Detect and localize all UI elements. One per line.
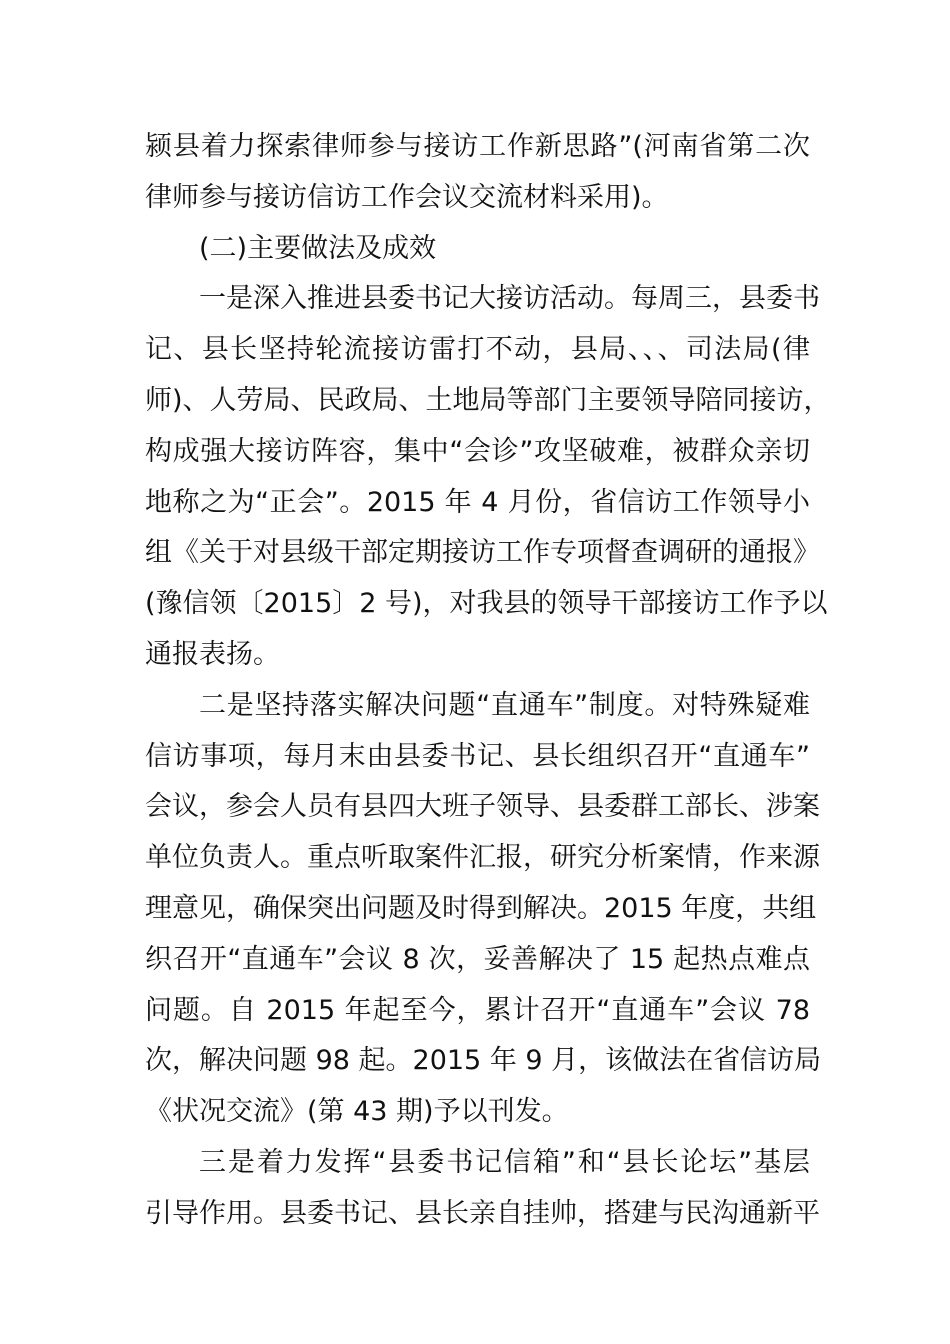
document-body: [145, 122, 831, 1240]
text-line: 记、县长坚持轮流接访雷打不动，县局、、、司法局(律: [145, 334, 810, 366]
text-line: 引导作用。县委书记、县长亲自挂帅，搭建与民沟通新平: [145, 1197, 820, 1229]
text-line: (豫信领〔2015〕2 号)，对我县的领导干部接访工作予以: [145, 588, 828, 620]
text-line: 地称之为“正会”。2015 年 4 月份，省信访工作领导小: [145, 486, 810, 518]
text-line: 理意见，确保突出问题及时得到解决。2015 年度，共组: [145, 892, 817, 924]
text-line: 律师参与接访信访工作会议交流材料采用)。: [145, 181, 669, 213]
text-line: 单位负责人。重点听取案件汇报，研究分析案情，作来源: [145, 842, 820, 874]
text-line: 颍县着力探索律师参与接访工作新思路”(河南省第二次: [145, 131, 810, 162]
section-heading: (二)主要做法及成效: [199, 232, 437, 264]
text-line: 组《关于对县级干部定期接访工作专项督查调研的通报》: [145, 537, 820, 569]
text-line: 构成强大接访阵容，集中“会诊”攻坚破难，被群众亲切: [145, 435, 810, 467]
text-line: 织召开“直通车”会议 8 次，妥善解决了 15 起热点难点: [145, 943, 810, 975]
text-line: 通报表扬。: [145, 638, 280, 670]
paragraph-first-line: 一是深入推进县委书记大接访活动。每周三，县委书: [199, 283, 820, 315]
text-line: 次，解决问题 98 起。2015 年 9 月，该做法在省信访局: [145, 1045, 822, 1077]
text-line: 问题。自 2015 年起至今，累计召开“直通车”会议 78: [145, 994, 810, 1026]
text-line: 会议，参会人员有县四大班子领导、县委群工部长、涉案: [145, 791, 820, 823]
text-line: 师)、人劳局、民政局、土地局等部门主要领导陪同接访，: [145, 384, 831, 416]
text-line: 信访事项，每月末由县委书记、县长组织召开“直通车”: [145, 740, 810, 772]
paragraph-first-line: 二是坚持落实解决问题“直通车”制度。对特殊疑难: [199, 689, 810, 721]
paragraph-first-line: 三是着力发挥“县委书记信箱”和“县长论坛”基层: [199, 1146, 810, 1178]
text-line: 《状况交流》(第 43 期)予以刊发。: [145, 1096, 569, 1128]
